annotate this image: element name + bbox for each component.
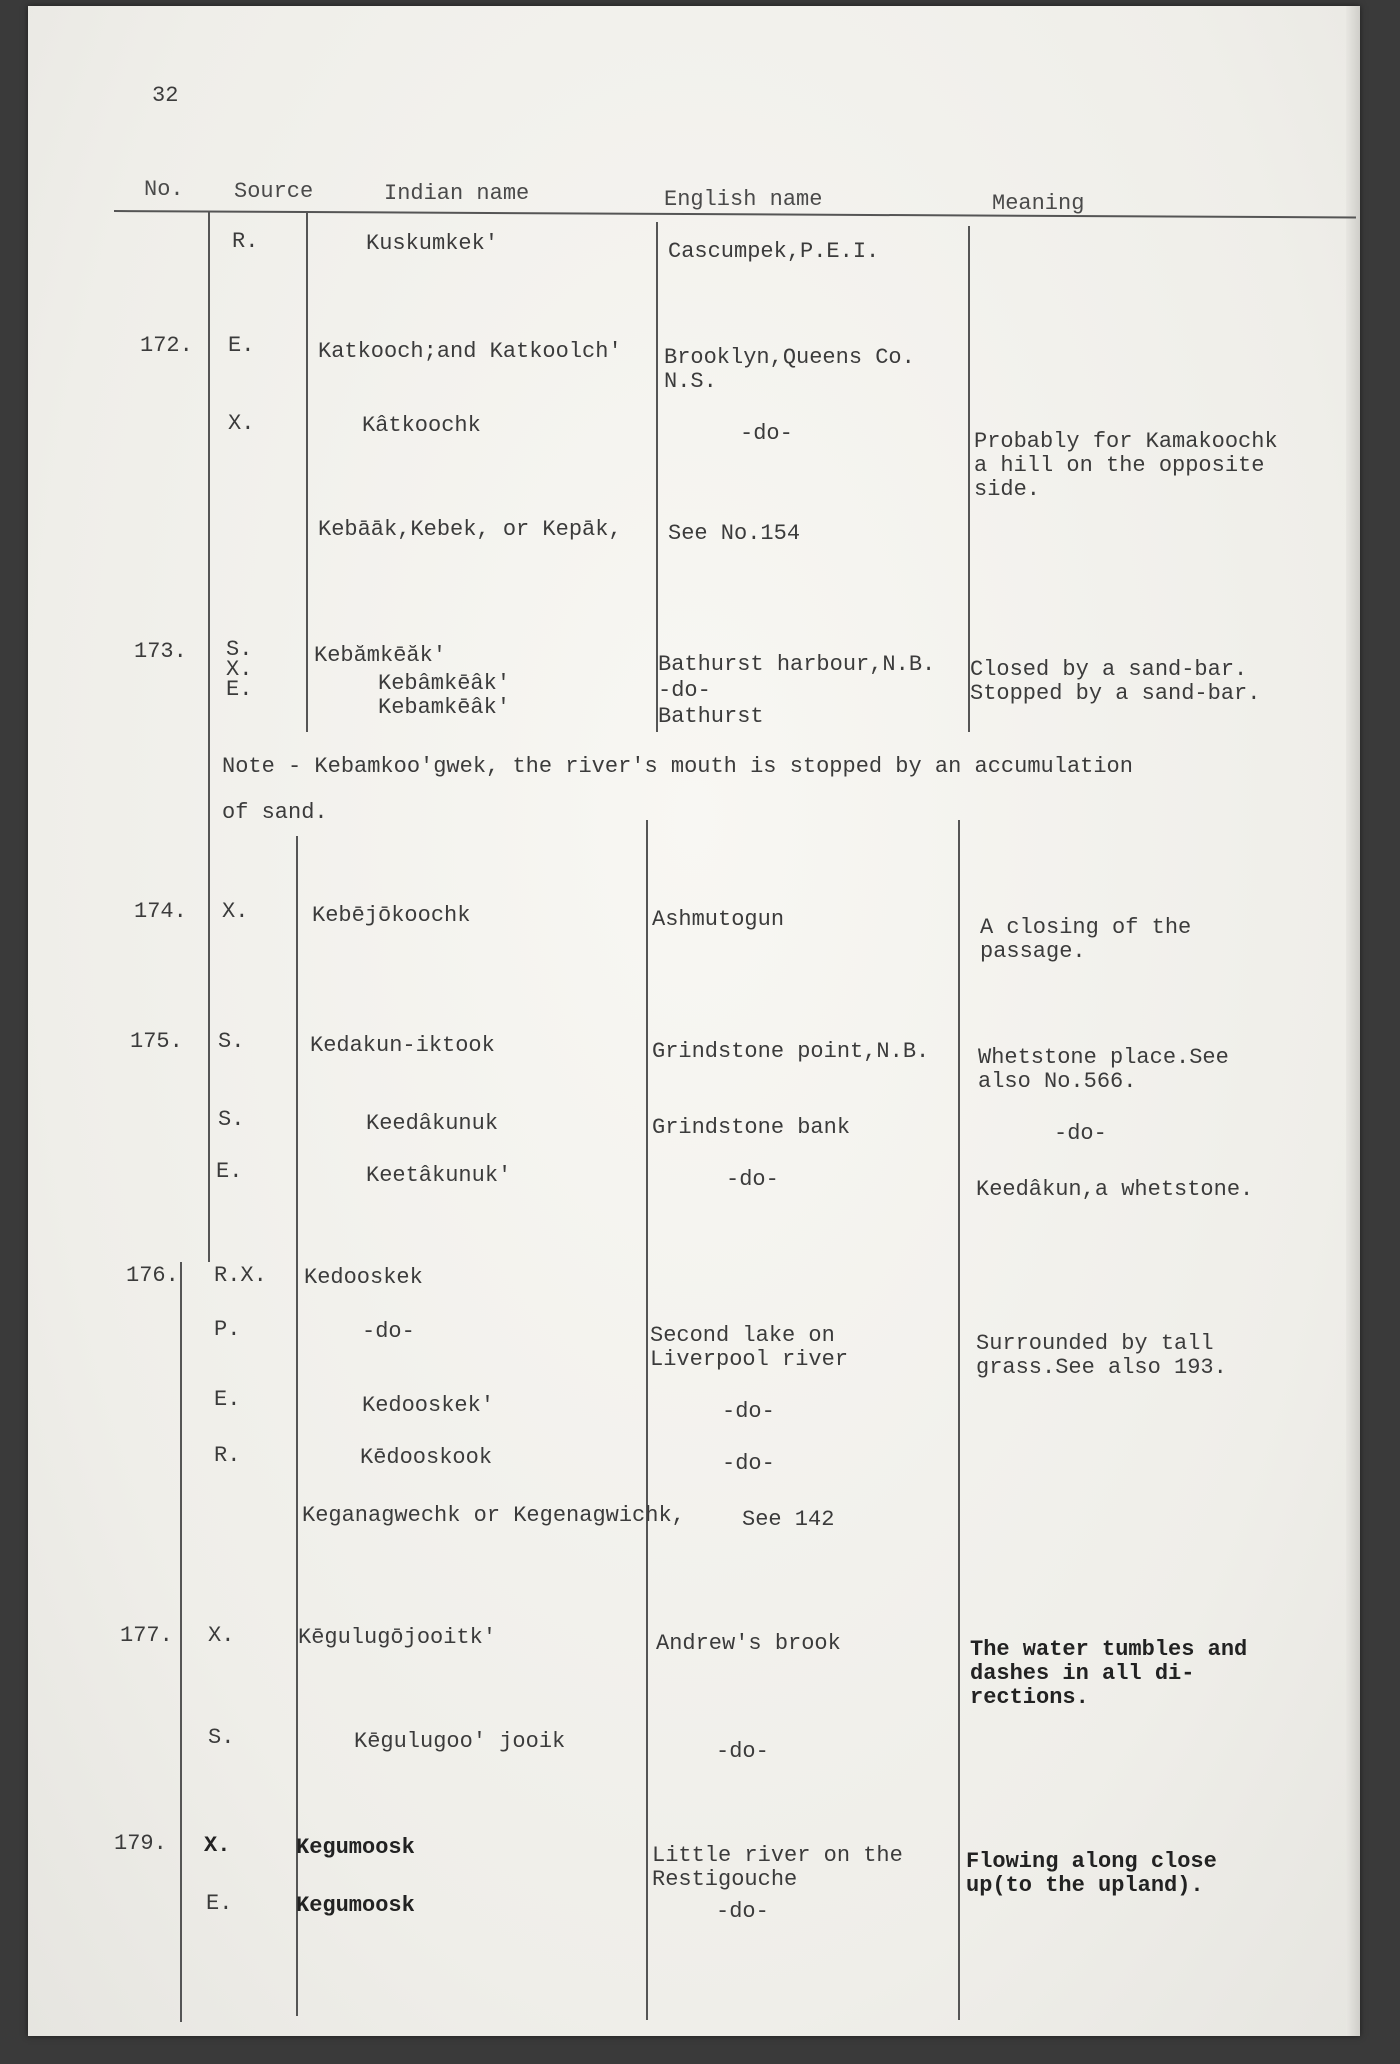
- indian-name-cell: Keetâkunuk': [366, 1163, 512, 1188]
- meaning-cell: -do-: [1054, 1121, 1107, 1146]
- indian-name-cell: Kēdooskook: [360, 1445, 493, 1470]
- entry-number: 174.: [134, 899, 187, 924]
- english-name-cell: Andrew's brook: [656, 1631, 841, 1656]
- english-name-cell: Cascumpek,P.E.I.: [668, 239, 880, 264]
- source-cell: X.: [228, 411, 255, 436]
- meaning-cell: The water tumbles and dashes in all di- rections.: [970, 1637, 1248, 1710]
- english-name-cell: -do-: [716, 1899, 769, 1924]
- column-rule-indian: [306, 212, 308, 732]
- english-name-cell: Grindstone point,N.B.: [652, 1039, 930, 1064]
- header-source: Source: [234, 179, 314, 204]
- source-cell: R.: [232, 229, 259, 254]
- entry-number: 176.: [126, 1263, 179, 1288]
- source-cell: E.: [206, 1891, 233, 1916]
- indian-name-cell: Kegumoosk: [296, 1893, 415, 1918]
- source-cell: S.: [218, 1029, 245, 1054]
- english-name-cell: -do-: [740, 421, 793, 446]
- english-name-cell: Second lake on Liverpool river: [650, 1323, 849, 1372]
- english-name-cell: Grindstone bank: [652, 1115, 851, 1140]
- entry-number: 177.: [120, 1623, 173, 1648]
- page-edge: [1346, 6, 1360, 2036]
- indian-name-cell: Kegumoosk: [296, 1835, 415, 1860]
- indian-name-cell: Kēgulugoo' jooik: [354, 1729, 566, 1754]
- english-name-cell: See 142: [742, 1507, 835, 1532]
- indian-name-cell: -do-: [362, 1319, 415, 1344]
- entry-number: 179.: [114, 1831, 167, 1856]
- english-name-cell: Little river on the Restigouche: [652, 1843, 903, 1892]
- header-no: No.: [144, 177, 184, 202]
- indian-name-cell: Keedâkunuk: [366, 1111, 499, 1136]
- indian-name-cell: Keganagwechk or Kegenagwichk,: [302, 1503, 685, 1528]
- source-cell: S.: [218, 1107, 245, 1132]
- source-cell: E.: [228, 333, 255, 358]
- indian-name-cell: Kēgulugōjooitk': [298, 1625, 497, 1650]
- entry-number: 172.: [140, 333, 193, 358]
- meaning-cell: Probably for Kamakoochk a hill on the opposite side.: [974, 429, 1278, 502]
- english-name-cell: -do-: [716, 1739, 769, 1764]
- header-meaning: Meaning: [992, 191, 1085, 216]
- english-name-cell: Bathurst harbour,N.B. -do- Bathurst: [658, 652, 936, 729]
- indian-name-cell: Kedooskek': [362, 1393, 495, 1418]
- indian-name-cell: Kuskumkek': [366, 231, 499, 256]
- meaning-cell: Surrounded by tall grass.See also 193.: [976, 1331, 1227, 1380]
- source-cell: X.: [222, 899, 249, 924]
- entry-number: 175.: [130, 1029, 183, 1054]
- english-name-cell: -do-: [722, 1399, 775, 1424]
- column-rule-meaning-lower: [958, 820, 960, 2020]
- meaning-cell: Keedâkun,a whetstone.: [976, 1177, 1254, 1202]
- header-english-name: English name: [664, 187, 823, 212]
- column-rule-source: [208, 212, 210, 1262]
- source-cell: E.: [214, 1387, 241, 1412]
- source-cell: X.: [204, 1833, 231, 1858]
- source-cell: S. X. E.: [226, 637, 253, 702]
- indian-name-cell: Kebămkēăk': [314, 643, 447, 668]
- meaning-cell: Closed by a sand-bar. Stopped by a sand-bar.: [970, 657, 1261, 706]
- indian-name-cell: Kebamkēâk': [378, 695, 511, 720]
- indian-name-cell: Kebējōkoochk: [312, 903, 471, 928]
- page-number: 32: [152, 83, 179, 108]
- source-cell: E.: [216, 1159, 243, 1184]
- source-cell: R.: [214, 1443, 241, 1468]
- meaning-cell: Whetstone place.See also No.566.: [978, 1045, 1229, 1094]
- indian-name-cell: Kâtkoochk: [362, 413, 481, 438]
- english-name-cell: Ashmutogun: [652, 907, 785, 932]
- indian-name-cell: Kebāāk,Kebek, or Kepāk,: [318, 517, 622, 542]
- entry-number: 173.: [134, 639, 187, 664]
- english-name-cell: See No.154: [668, 521, 801, 546]
- source-cell: X.: [208, 1623, 235, 1648]
- indian-name-cell: Kedooskek: [304, 1265, 423, 1290]
- source-cell: R.X.: [214, 1263, 267, 1288]
- english-name-cell: -do-: [726, 1167, 779, 1192]
- indian-name-cell: Kebâmkēâk': [378, 671, 511, 696]
- indian-name-cell: Katkooch;and Katkoolch': [318, 339, 622, 364]
- meaning-cell: Flowing along close up(to the upland).: [966, 1849, 1217, 1898]
- english-name-cell: -do-: [722, 1451, 775, 1476]
- indian-name-cell: Kedakun-iktook: [310, 1033, 495, 1058]
- column-rule-english-lower: [646, 820, 648, 2020]
- english-name-cell: Brooklyn,Queens Co. N.S.: [664, 345, 915, 394]
- source-cell: S.: [208, 1725, 235, 1750]
- meaning-cell: A closing of the passage.: [980, 915, 1192, 964]
- source-cell: P.: [214, 1317, 241, 1342]
- note-text: Note - Kebamkoo'gwek, the river's mouth is stopped by an accumulation of sand.: [222, 754, 1133, 825]
- column-rule-source-lower: [180, 1262, 182, 2022]
- header-indian-name: Indian name: [384, 181, 530, 206]
